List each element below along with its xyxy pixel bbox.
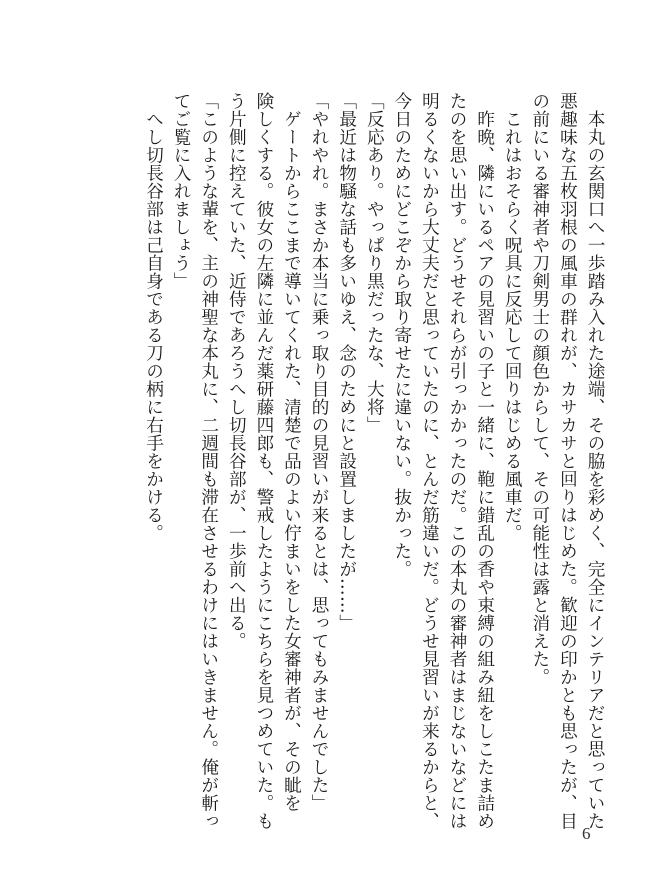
text-line: の前にいる審神者や刀剣男士の顔色からして、その可能性は露と消えた。 — [529, 92, 550, 686]
text-line: てご覧に入れましょう」 — [171, 92, 192, 290]
text-line: 険しくする。彼女の左隣に並んだ薬研藤四郎も、警戒したようにこちらを見つめていた。も — [253, 92, 274, 830]
text-line: 本丸の玄関口へ一歩踏み入れた途端、その脇を彩めく、完全にインテリアだと思っていた — [585, 92, 605, 830]
text-line: 明るくないから大丈夫だと思っていたのに、とんだ筋違いだ。どうせ見習いが来るからと、 — [419, 92, 440, 830]
text-line: 「やれやれ。まさか本当に乗っ取り目的の見習いが来るとは、思ってもみませんでした」 — [309, 92, 330, 812]
vertical-text-body — [139, 92, 608, 830]
text-line: 「このような輩を、主の神聖な本丸に、二週間も滞在させるわけにはいきません。俺が斬っ — [198, 92, 219, 830]
text-line: 今日のためにどこぞから取り寄せたに違いない。抜かった。 — [391, 92, 412, 578]
text-line: 「反応あり。やっぱり黒だったな、大将」 — [364, 92, 385, 434]
text-line: う片側に控えていた、近侍であろうへし切長谷部が、一歩前へ出る。 — [226, 92, 247, 650]
text-line: へし切長谷部は己自身である刀の柄に右手をかける。 — [143, 92, 164, 542]
text-line: 悪趣味な五枚羽根の風車の群れが、カサカサと回りはじめた。歓迎の印かとも思ったが、目 — [557, 92, 578, 830]
page-number: 6 — [582, 824, 591, 843]
text-line: これはおそらく呪具に反応して回りはじめる風車だ。 — [502, 92, 523, 542]
text-line: ゲートからここまで導いてくれた、清楚で品のよい佇まいをした女審神者が、その眦を — [281, 92, 302, 812]
text-line: 昨晩、隣にいるペアの見習いの子と一緒に、鞄に錯乱の香や束縛の組み紐をしこたま詰め — [474, 92, 495, 830]
text-line: たのを思い出す。どうせそれらが引っかかったのだ。この本丸の審神者はまじないなどには — [447, 92, 468, 830]
text-line: 「最近は物騒な話も多いゆえ、念のためにと設置しましたが……」 — [336, 92, 357, 632]
